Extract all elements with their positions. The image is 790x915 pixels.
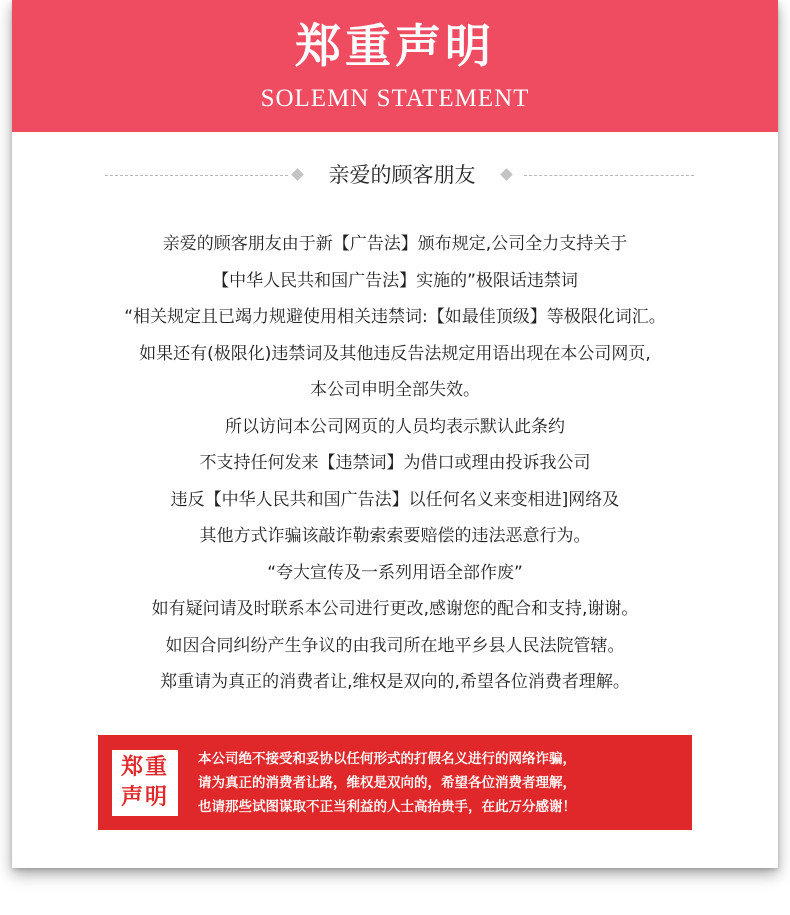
stamp-text-top: 郑重: [120, 755, 169, 780]
statement-card: [12, 0, 778, 868]
body-line: 郑重请为真正的消费者让,维权是双向的,希望各位消费者理解。: [160, 672, 630, 692]
body-line: 如因合同纠纷产生争议的由我司所在地平乡县人民法院管辖。: [165, 635, 625, 656]
notice-line: 也请那些试图谋取不正当利益的人士高抬贵手，在此万分感谢！: [198, 799, 576, 815]
body-line: 违反【中华人民共和国广告法】以任何名义来变相进]网络及: [170, 489, 620, 510]
greeting-divider: [12, 158, 778, 192]
body-line: 如果还有(极限化)违禁词及其他违反告法规定用语出现在本公司网页,: [139, 343, 651, 364]
stamp-text-bottom: 声明: [120, 785, 169, 810]
greeting-heading: 亲爱的顾客朋友: [328, 163, 476, 187]
body-line: 所以访问本公司网页的人员均表示默认此条约: [225, 416, 565, 437]
body-line: 不支持任何发来【违禁词】为借口或理由投诉我公司: [199, 453, 591, 473]
notice-line: 请为真正的消费者让路，维权是双向的，希望各位消费者理解，: [198, 775, 576, 791]
page-subtitle: SOLEMN STATEMENT: [260, 85, 530, 112]
page-title: 郑重声明: [295, 19, 495, 73]
body-line: 【中华人民共和国广告法】实施的”极限话违禁词: [212, 270, 578, 291]
body-line: “夸大宣传及一系列用语全部作废”: [267, 562, 523, 583]
statement-body: [12, 226, 778, 701]
notice-line: 本公司绝不接受和妥协以任何形式的打假名义进行的网络诈骗，: [198, 751, 576, 767]
diamond-icon: [291, 168, 304, 181]
body-line: 如有疑问请及时联系本公司进行更改,感谢您的配合和支持,谢谢。: [151, 599, 639, 619]
statement-stamp: [112, 750, 178, 816]
notice-box: [98, 735, 692, 830]
diamond-icon: [500, 168, 513, 181]
dashed-line-right: [524, 175, 694, 176]
dashed-line-left: [105, 175, 288, 176]
body-line: “相关规定且已竭力规避使用相关违禁词:【如最佳顶级】等极限化词汇。: [124, 307, 666, 327]
header-banner: [12, 0, 778, 132]
body-line: 其他方式诈骗该敲诈勒索索要赔偿的违法恶意行为。: [199, 526, 591, 546]
body-line: 亲爱的顾客朋友由于新【广告法】颁布规定,公司全力支持关于: [162, 234, 628, 254]
notice-text: [198, 747, 684, 819]
body-line: 本公司申明全部失效。: [310, 380, 480, 400]
